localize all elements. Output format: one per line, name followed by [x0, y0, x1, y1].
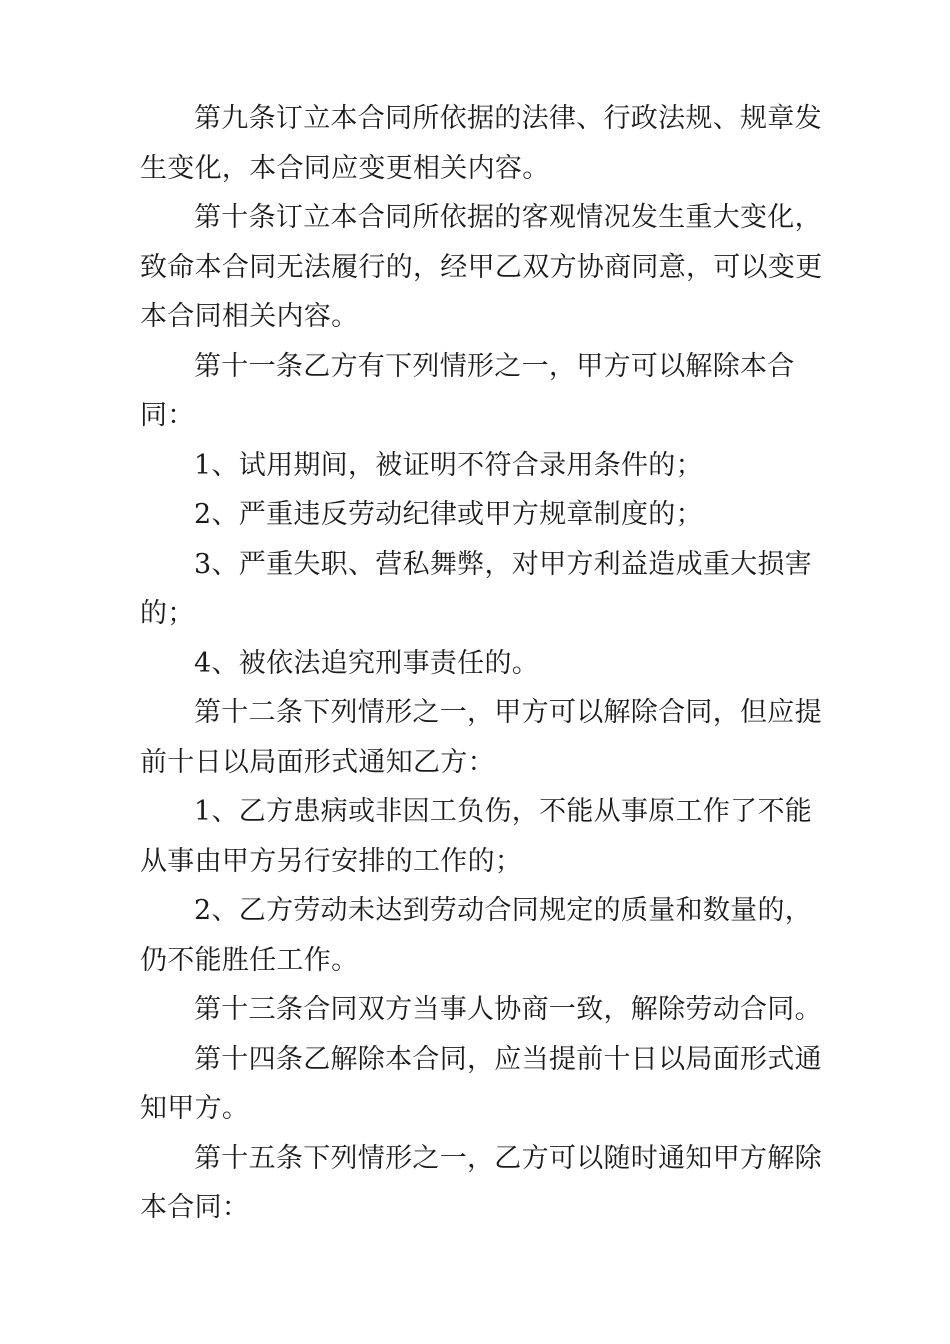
paragraph-article-9: 第九条订立本合同所依据的法律、行政法规、规章发生变化，本合同应变更相关内容。	[140, 103, 822, 184]
paragraph-article-15: 第十五条下列情形之一，乙方可以随时通知甲方解除本合同：	[140, 1142, 822, 1223]
paragraph-article-11: 第十一条乙方有下列情形之一，甲方可以解除本合同：	[140, 350, 795, 431]
paragraph-article-10: 第十条订立本合同所依据的客观情况发生重大变化，致命本合同无法履行的，经甲乙双方协商同意，可以变更本合同相关内容。	[140, 202, 823, 332]
document-body	[140, 94, 830, 1233]
list-item-11-3: 3、严重失职、营私舞弊，对甲方利益造成重大损害的；	[140, 548, 813, 629]
list-item-11-2: 2、严重违反劳动纪律或甲方规章制度的；	[194, 499, 703, 530]
list-item-12-1: 1、乙方患病或非因工负伤，不能从事原工作了不能从事由甲方另行安排的工作的；	[140, 796, 813, 877]
paragraph-article-13: 第十三条合同双方当事人协商一致，解除劳动合同。	[194, 994, 822, 1025]
list-item-12-2: 2、乙方劳动未达到劳动合同规定的质量和数量的，仍不能胜任工作。	[140, 895, 813, 976]
list-item-11-1: 1、试用期间，被证明不符合录用条件的；	[194, 449, 703, 481]
paragraph-article-12: 第十二条下列情形之一，甲方可以解除合同，但应提前十日以局面形式通知乙方：	[140, 697, 822, 778]
list-item-11-4: 4、被依法追究刑事责任的。	[194, 647, 540, 679]
paragraph-article-14: 第十四条乙解除本合同，应当提前十日以局面形式通知甲方。	[140, 1043, 822, 1124]
